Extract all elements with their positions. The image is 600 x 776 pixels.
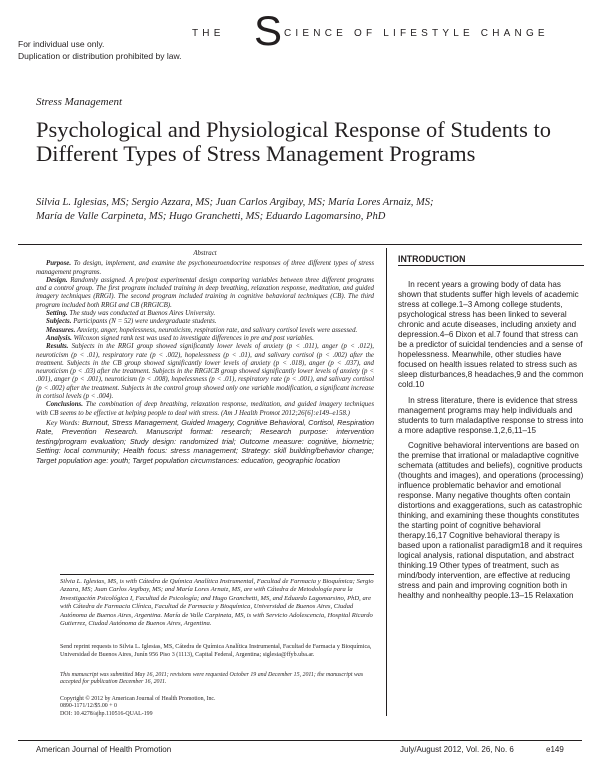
abstract-purpose [36,260,374,277]
abstract-subjects [36,318,374,326]
abstract-text: To design, implement, and examine the psychoneuroendocrine responses of three different types of stress management programs. [36,260,374,276]
masthead-tagline: CIENCE OF LIFESTYLE CHANGE [284,28,549,39]
key-words [36,418,374,465]
introduction-paragraph: Cognitive behavioral interventions are based on the premise that irrational or maladaptive cognitive schemata (attitudes and beliefs), cognitive products (thoughts and images), and operations (processing) influence problematic behavior and emotional response. Many negative thoughts often contain distortions and exaggerations, such as catastrophic thinking, and examining these thoughts constitutes the starting point of cognitive behavioral therapy.16,17 Cognitive behavioral therapy is based upon a rationalist paradigm18 and it requires logical analysis, rational disputation, and abstract thinking.19 Other types of treatment, such as mind/body intervention, are effective at reducing stress and pain and improving cognition both in healthy and nonhealthy people.13–15 Relaxation [398,440,584,601]
abstract-text: The combination of deep breathing, relaxation response, meditation, and guided imagery techniques with CB seems to be effective at helping people to deal with stress. (Am J Health Promot 2012;26[6]:e149–e158.) [36,401,374,417]
key-words-label: Key Words: [46,417,80,427]
introduction-paragraph: In stress literature, there is evidence that stress management programs may help individuals and students to turn maladaptive response to stress into a more adaptive response.1,2,6,11–15 [398,395,584,435]
footer-issue: July/August 2012, Vol. 26, No. 6 [400,745,514,754]
copyright-line: Copyright © 2012 by American Journal of Health Promotion, Inc. [60,696,216,702]
abstract-text: Wilcoxon signed rank test was used to investigate differences in pre and post variables. [71,334,314,342]
doi-line: DOI: 10.4278/ajhp.110516-QUAL-199 [60,710,153,717]
abstract-conclusions [36,401,374,418]
abstract-text: Randomly assigned. A pre/post experimental design comparing variables between three different programs and a control group. The first program included training in deep breathing, relaxation response, meditation, and guided imagery techniques (RRGI). The second program included training in cognitive behavioral techniques (CB). The third program included both RRGI and CB (RRGICB). [36,276,374,309]
article-title: Psychological and Physiological Response of Students to Different Types of Stress Management Programs [36,117,551,166]
footnote-divider [60,574,374,575]
author-affiliations: Silvia L. Iglesias, MS, is with Cátedra de Química Analítica Instrumental, Facultad de Farmacia y Bioquímica; Sergio Azzara, MS; Juan Carlos Argibay, MS; and María Lores Arnaiz, MS, are with Cátedra de Metodología para la Investigación Psicológica I, Facultad de Psicología; and Hugo Granchetti, MS, and Eduardo Lagomarsino, PhD, are with Cátedra de Farmacia Clínica, Facultad de Farmacia y Bioquímica, Universidad de Buenos Aires, Ciudad Autónoma de Buenos Aires, Argentina. María de Valle Carpineta, MS, is with Servicio Adolescencia, Hospital Ricardo Gutierrez, Ciudad Autónoma de Buenos Aires, Argentina. [60,578,374,628]
abstract-label: Conclusions. [46,401,83,409]
copyright-block [60,696,374,718]
usage-notice [18,38,181,62]
column-divider [386,248,387,716]
abstract-label: Setting. [46,310,68,318]
masthead-s-logo: S [254,7,283,54]
abstract-label: Analysis. [46,334,72,342]
abstract-label: Subjects. [46,318,72,326]
abstract-measures [36,327,374,335]
abstract-setting [36,310,374,318]
abstract-heading: Abstract [193,250,217,257]
abstract-design [36,277,374,310]
key-words-text: Burnout, Stress Management, Guided Imagery, Cognitive Behavioral, Cortisol, Respiration Rate, Prevention Research. Manuscript format: research; Research purpose: intervention testing/program evaluation; Study design: randomized trial; Outcome measure: cognitive, biometric; Setting: local community; Health focus: stress management; Strategy: skill building/behavior change; Target population age: youth; Target population circumstances: education, geographic location [36,417,374,465]
author-line: Silvia L. Iglesias, MS; Sergio Azzara, MS; Juan Carlos Argibay, MS; María Lores Arnaiz, MS; [36,197,434,208]
introduction-body [398,280,584,606]
notice-line: For individual use only. [18,39,105,49]
abstract-text: Subjects in the RRGI group showed significantly lower levels of anxiety (p < .011), anger (p < .012), neuroticism (p < .01), respiratory rate (p < .002), hopelessness (p < .01), and salivary cortisol (p < .002) after the treatment. Subjects in the CB group showed significantly lower levels of anxiety (p < .018), anger (p < .037), and neuroticism (p < .03) after the treatment. Subjects in the RRGICB group showed significantly lower levels of anxiety (p < .001), anger (p < .001), neuroticism (p < .008), hopelessness (p < .01), respiratory rate (p < .001), and salivary cortisol (p < .002) after the treatment. Subjects in the control group showed only one variable modification, a significant increase in cortisol levels (p < .004). [36,343,374,401]
reprint-requests: Send reprint requests to Silvia L. Iglesias, MS, Cátedra de Química Analítica Instrumental, Facultad de Farmacia y Bioquímica, Universidad de Buenos Aires, Junín 956 Piso 3 (1113), Capital Federal, Argentina; siglesia@ffyb.uba.ar. [60,644,372,658]
abstract-label: Design. [46,276,68,284]
footer-page-number: e149 [546,745,564,754]
introduction-rule [398,265,584,266]
introduction-paragraph: In recent years a growing body of data has shown that students suffer high levels of academic stress at college.1–3 Among college students, psychological stress has been linked to several chronic and acute diseases, including anxiety and depression.4–6 Dixon et al.7 found that stress can be a predictor of suicidal tendencies and a sense of hopelessness. Meanwhile, other studies have focused on health issues related to stress such as sleep disturbances,8 headaches,9 and the common cold.10 [398,280,584,390]
author-line: María de Valle Carpineta, MS; Hugo Granchetti, MS; Eduardo Lagomarsino, PhD [36,211,386,222]
footer-journal-name: American Journal of Health Promotion [36,745,172,754]
issn-line: 0890-1171/12/$5.00 + 0 [60,703,117,710]
notice-line: Duplication or distribution prohibited by law. [18,51,182,61]
abstract-text: Participants (N = 52) were undergraduate students. [71,318,217,326]
section-label: Stress Management [36,96,123,108]
abstract-box [36,250,374,465]
abstract-analysis [36,335,374,343]
masthead-the: THE [192,28,225,39]
abstract-label: Purpose. [46,260,72,268]
introduction-heading: INTRODUCTION [398,254,466,264]
abstract-label: Results. [46,343,69,351]
manuscript-dates: This manuscript was submitted May 16, 2011; revisions were requested October 19 and December 15, 2011; the manuscript was accepted for publication December 16, 2011. [60,672,364,686]
author-list [36,196,576,224]
abstract-text: Anxiety, anger, hopelessness, neuroticism, respiration rate, and salivary cortisol levels were assessed. [75,326,358,334]
abstract-text: The study was conducted at Buenos Aires University. [67,310,216,318]
header-divider [18,244,582,245]
abstract-label: Measures. [46,326,76,334]
footer-divider [18,740,582,741]
abstract-results [36,343,374,401]
